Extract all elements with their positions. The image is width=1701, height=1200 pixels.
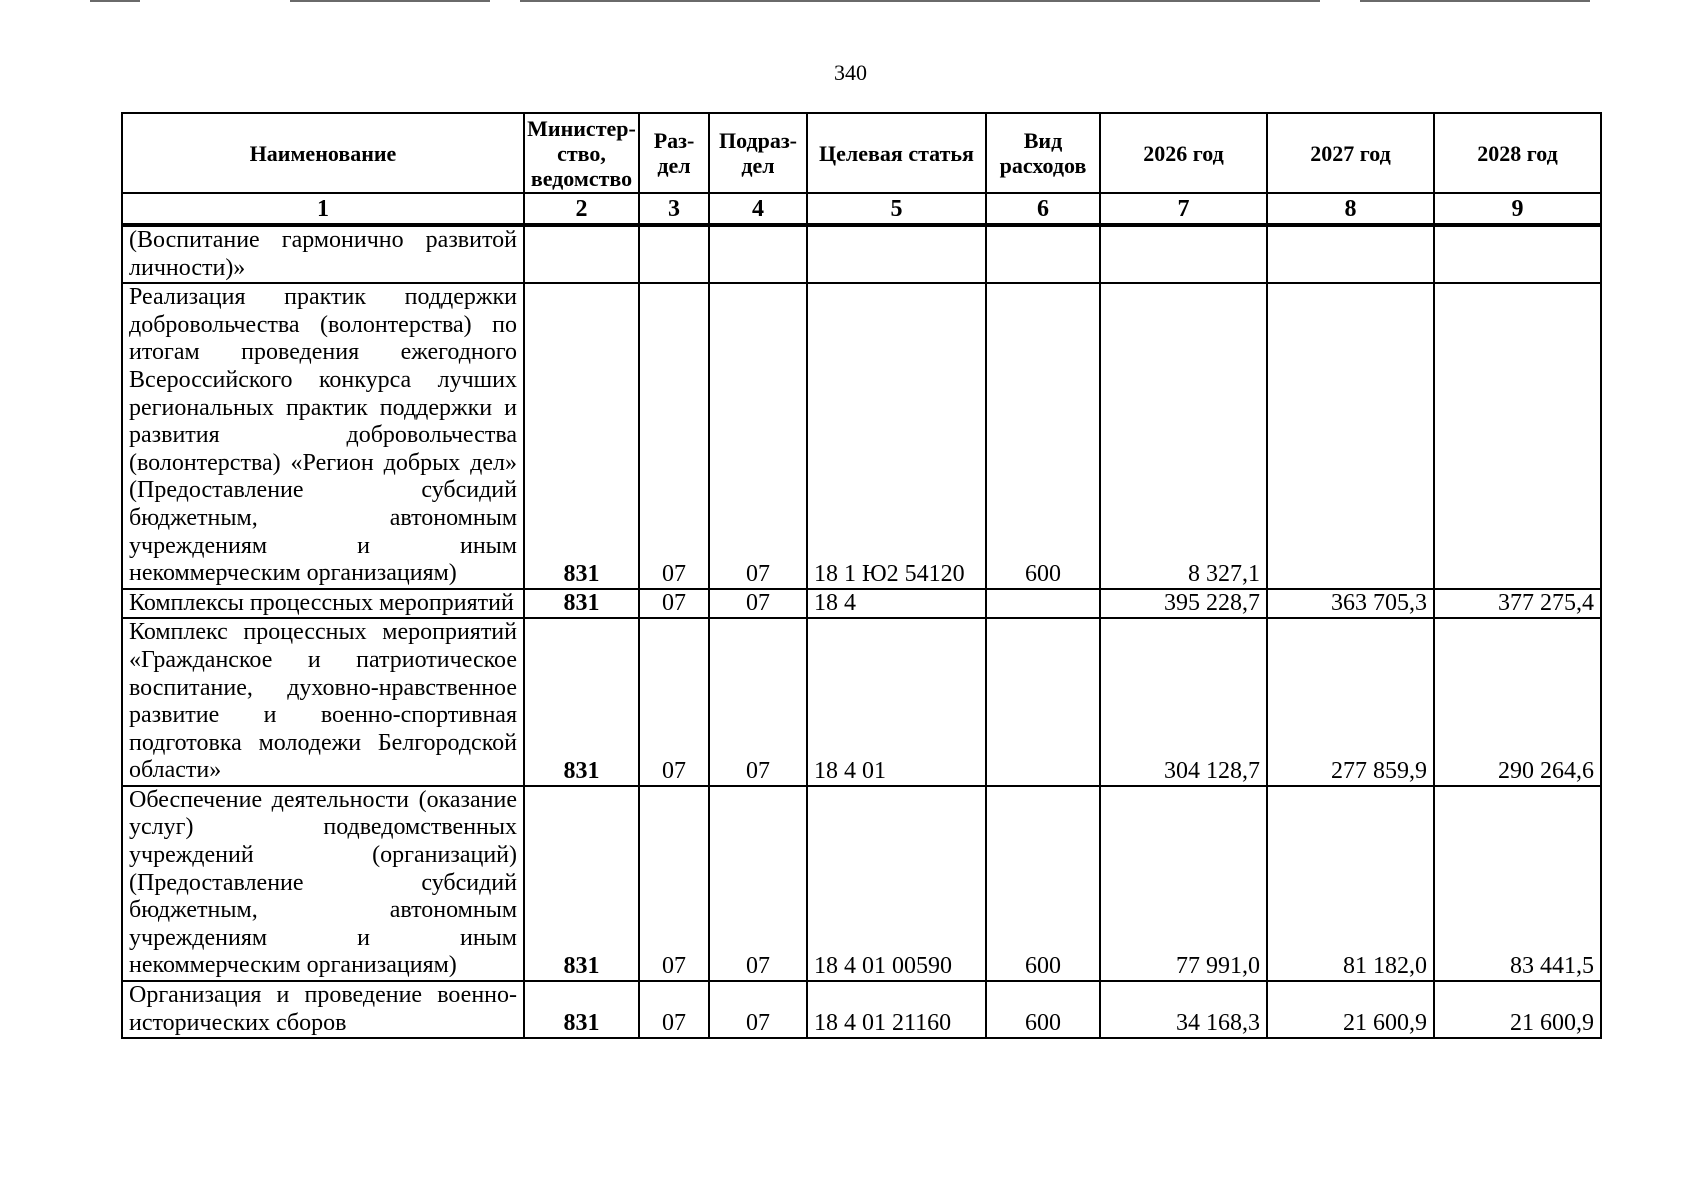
header-ministry: Министер-ство, ведомство [524,113,639,193]
top-edge-rule [90,0,140,2]
row-section [639,225,709,283]
row-2026 [1100,225,1267,283]
row-target: 18 4 01 00590 [807,786,986,981]
column-number: 6 [986,193,1100,225]
row-2027: 277 859,9 [1267,618,1434,786]
row-subsection: 07 [709,283,807,589]
header-target: Целевая статья [807,113,986,193]
table-row [122,618,1601,786]
row-2028 [1434,225,1601,283]
row-2028: 377 275,4 [1434,589,1601,619]
row-name: Обеспечение деятельности (оказание услуг) подведомственных учреждений (организаций) (Предоставление субсидий бюджетным, автономным учреждениям и иным некоммерческим организациям) [122,786,524,981]
row-name: Комплексы процессных мероприятий [122,589,524,619]
row-expense-type: 600 [986,981,1100,1038]
table-row [122,589,1601,619]
column-number: 2 [524,193,639,225]
row-name: Комплекс процессных мероприятий «Гражданское и патриотическое воспитание, духовно-нравственное развитие и военно-спортивная подготовка молодежи Белгородской области» [122,618,524,786]
row-expense-type [986,225,1100,283]
row-2027 [1267,283,1434,589]
row-2028: 83 441,5 [1434,786,1601,981]
row-section: 07 [639,589,709,619]
row-expense-type [986,618,1100,786]
column-number: 1 [122,193,524,225]
column-number: 5 [807,193,986,225]
top-edge-rule [290,0,490,2]
row-2026: 77 991,0 [1100,786,1267,981]
header-expense-type: Вид расходов [986,113,1100,193]
row-2027: 81 182,0 [1267,786,1434,981]
row-ministry: 831 [524,618,639,786]
row-name: Реализация практик поддержки добровольчества (волонтерства) по итогам проведения ежегодного Всероссийского конкурса лучших региональных практик поддержки и развития добровольчества (волонтерства) «Регион добрых дел» (Предоставление субсидий бюджетным, автономным учреждениям и иным некоммерческим организациям) [122,283,524,589]
row-ministry: 831 [524,283,639,589]
row-expense-type: 600 [986,786,1100,981]
row-target: 18 1 Ю2 54120 [807,283,986,589]
header-2028: 2028 год [1434,113,1601,193]
row-subsection: 07 [709,981,807,1038]
row-target: 18 4 01 21160 [807,981,986,1038]
row-ministry: 831 [524,589,639,619]
table-row [122,225,1601,283]
row-2028 [1434,283,1601,589]
header-name: Наименование [122,113,524,193]
row-2027: 21 600,9 [1267,981,1434,1038]
row-expense-type [986,589,1100,619]
row-name: Организация и проведение военно-исторических сборов [122,981,524,1038]
row-2028: 290 264,6 [1434,618,1601,786]
row-2026: 395 228,7 [1100,589,1267,619]
table-row [122,283,1601,589]
page-number: 340 [834,60,867,85]
row-2027: 363 705,3 [1267,589,1434,619]
header-section: Раз-дел [639,113,709,193]
row-section: 07 [639,618,709,786]
row-section: 07 [639,786,709,981]
row-subsection: 07 [709,589,807,619]
row-target: 18 4 [807,589,986,619]
row-2027 [1267,225,1434,283]
header-2026: 2026 год [1100,113,1267,193]
row-section: 07 [639,283,709,589]
table-row [122,786,1601,981]
table-row [122,981,1601,1038]
row-ministry: 831 [524,981,639,1038]
row-2028: 21 600,9 [1434,981,1601,1038]
row-subsection [709,225,807,283]
top-edge-rule [1360,0,1590,2]
column-number: 7 [1100,193,1267,225]
row-subsection: 07 [709,786,807,981]
row-section: 07 [639,981,709,1038]
row-ministry: 831 [524,786,639,981]
row-expense-type: 600 [986,283,1100,589]
column-number: 4 [709,193,807,225]
row-target: 18 4 01 [807,618,986,786]
column-number-row [122,193,1601,225]
header-subsection: Подраз-дел [709,113,807,193]
budget-table [121,112,1602,1039]
row-target [807,225,986,283]
header-2027: 2027 год [1267,113,1434,193]
column-number: 9 [1434,193,1601,225]
row-2026: 34 168,3 [1100,981,1267,1038]
column-number: 8 [1267,193,1434,225]
row-ministry [524,225,639,283]
header-row [122,113,1601,193]
row-name: (Воспитание гармонично развитой личности)» [122,225,524,283]
column-number: 3 [639,193,709,225]
row-subsection: 07 [709,618,807,786]
top-edge-rule [520,0,1320,2]
row-2026: 8 327,1 [1100,283,1267,589]
row-2026: 304 128,7 [1100,618,1267,786]
